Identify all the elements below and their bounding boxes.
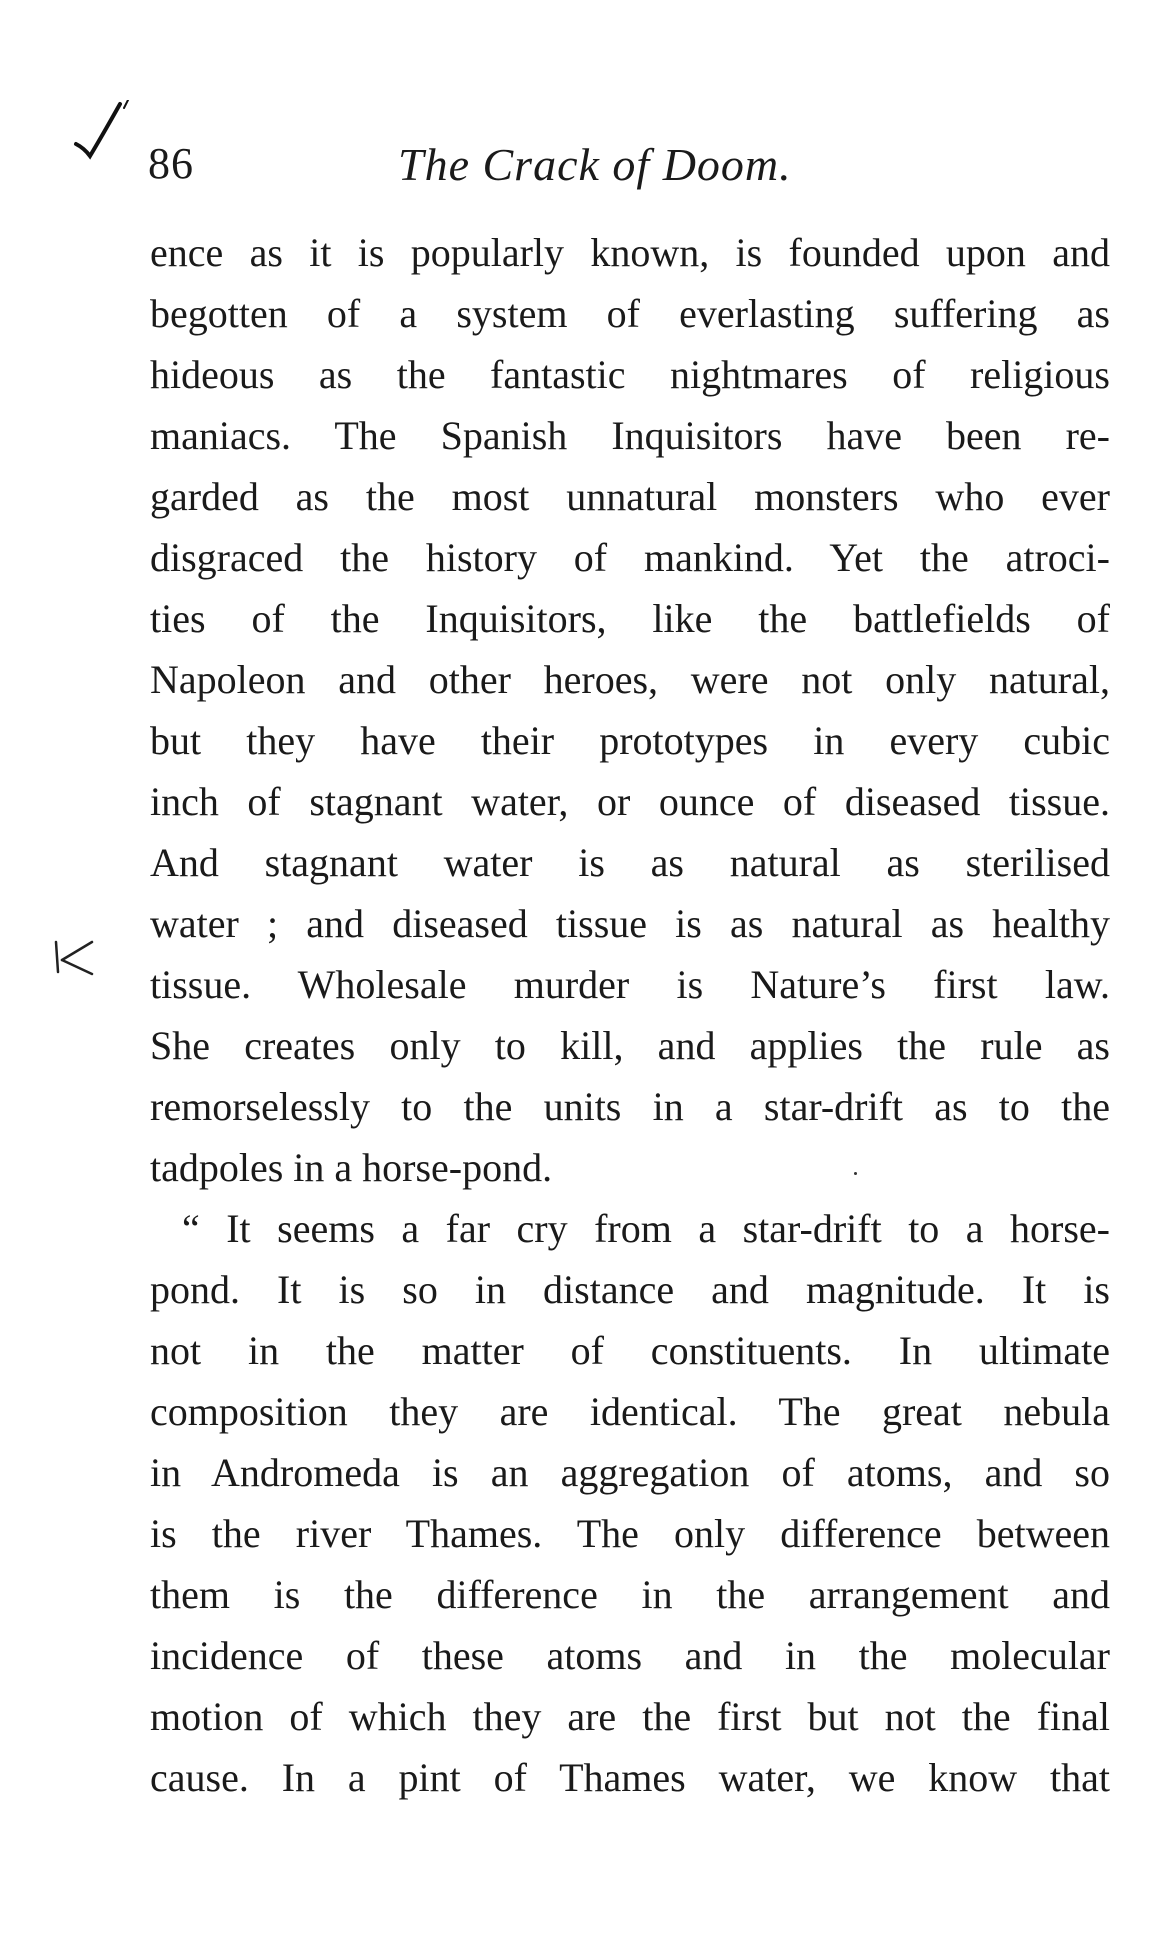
text-line: is the river Thames. The only difference between [150,1511,1110,1556]
handwritten-tick-mark [70,100,140,170]
text-line: hideous as the fantastic nightmares of religious [150,352,1110,397]
text-line: remorselessly to the units in a star-drift as to the [150,1084,1110,1129]
page-header [148,138,1108,198]
text-line: pond. It is so in distance and magnitude. It is [150,1267,1110,1312]
text-line: begotten of a system of everlasting suffering as [150,291,1110,336]
text-line: garded as the most unnatural monsters who ever [150,474,1110,519]
text-line: not in the matter of constituents. In ultimate [150,1328,1110,1373]
text-line: them is the difference in the arrangement and [150,1572,1110,1617]
running-title: The Crack of Doom. [398,139,792,190]
text-line: She creates only to kill, and applies the rule as [150,1023,1110,1068]
text-line: ties of the Inquisitors, like the battlefields of [150,596,1110,641]
text-line: tissue. Wholesale murder is Nature’s first law. [150,962,1110,1007]
text-line: disgraced the history of mankind. Yet the atroci- [150,535,1110,580]
text-line: motion of which they are the first but not the final [150,1694,1110,1739]
text-line: And stagnant water is as natural as sterilised [150,840,1110,885]
text-line: incidence of these atoms and in the molecular [150,1633,1110,1678]
text-line: but they have their prototypes in every cubic [150,718,1110,763]
page-number: 86 [148,139,194,188]
paragraph-2 [150,1198,1110,1808]
text-line: maniacs. The Spanish Inquisitors have been re- [150,413,1110,458]
text-line: Napoleon and other heroes, were not only natural, [150,657,1110,702]
text-line: “ It seems a far cry from a star-drift to a horse- [182,1206,1110,1251]
text-line: cause. In a pint of Thames water, we know that [150,1755,1110,1800]
text-line: inch of stagnant water, or ounce of diseased tissue. [150,779,1110,824]
text-line: in Andromeda is an aggregation of atoms, and so [150,1450,1110,1495]
paragraph-1 [150,222,1110,1198]
text-line: ence as it is popularly known, is founded upon and [150,230,1110,275]
text-line: composition they are identical. The great nebula [150,1389,1110,1434]
body-text [150,222,1110,1808]
margin-annotation-mark [52,938,98,978]
text-line: water ; and diseased tissue is as natural as healthy [150,901,1110,946]
text-line: tadpoles in a horse-pond. [150,1145,553,1190]
